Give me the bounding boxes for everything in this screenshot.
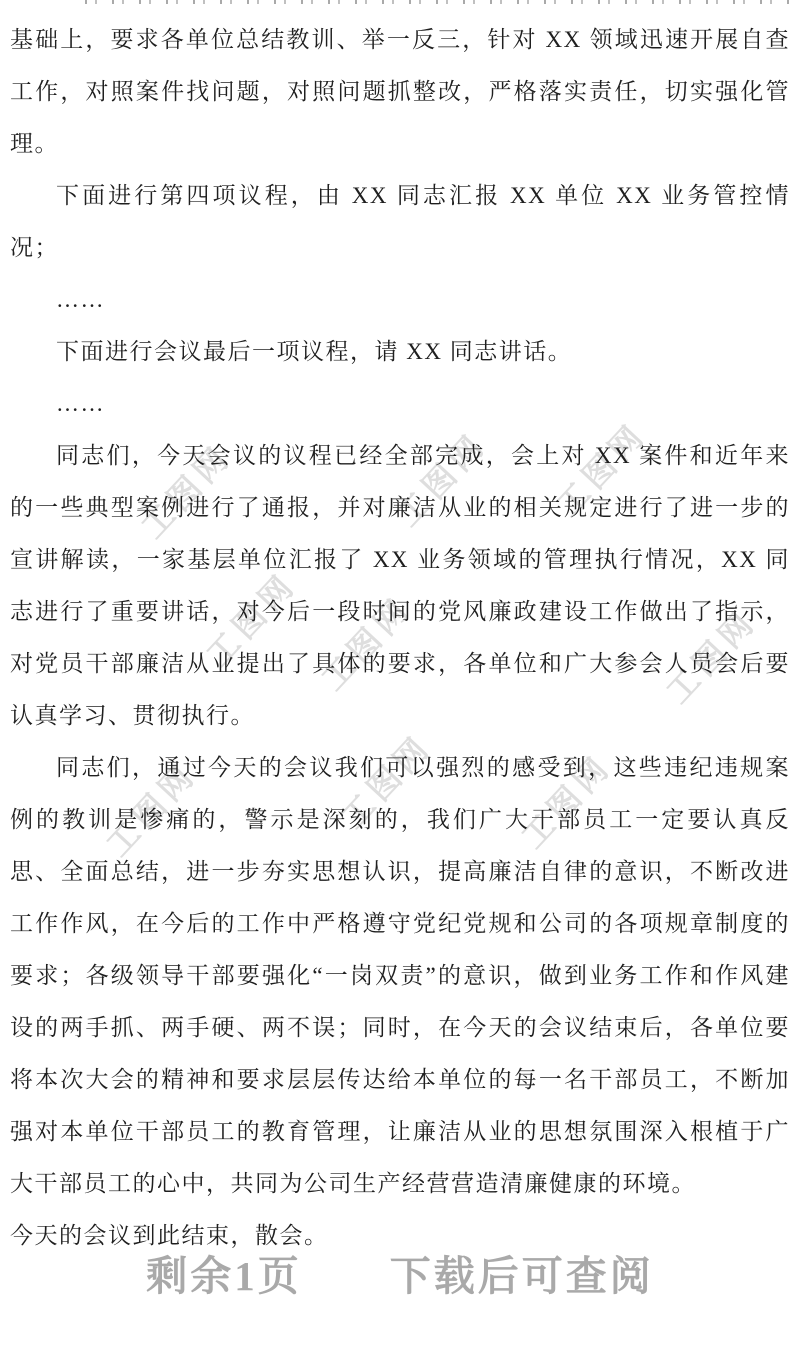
watermark-text: 工图网 bbox=[514, 747, 619, 856]
cropped-previous-line bbox=[85, 0, 795, 4]
watermark-text: 工图网 bbox=[134, 437, 239, 546]
paragraph: 下面进行会议最后一项议程，请 XX 同志讲话。 bbox=[56, 339, 573, 364]
document-content bbox=[10, 14, 790, 1262]
ellipsis-line: …… bbox=[56, 287, 105, 312]
paragraph: 同志们，今天会议的议程已经全部完成，会上对 XX 案件和近年来的一些典型案例进行了通报，并对廉洁从业的相关规定进行了进一步的宣讲解读，一家基层单位汇报了 XX 业务领域的管理执行情况，XX 同志进行了重要讲话，对今后一段时间的党风廉政建设工作做出了指示，对党员干部廉洁从业提出了具体的要求，各单位和广大参会人员会后要认真学习、贯彻执行。 bbox=[10, 443, 790, 728]
ellipsis-line: …… bbox=[56, 391, 105, 416]
watermark-text: 工图网 bbox=[314, 589, 419, 698]
watermark-text: 工图网 bbox=[199, 565, 304, 674]
watermark-text: 工图网 bbox=[549, 415, 654, 524]
paragraph: 今天的会议到此结束，散会。 bbox=[10, 1223, 329, 1248]
watermark-text: 工图网 bbox=[659, 602, 764, 711]
watermark-text: 工图网 bbox=[334, 727, 439, 836]
watermark-text: 工图网 bbox=[389, 425, 494, 534]
watermark-text: 工图网 bbox=[99, 755, 204, 864]
remaining-pages-banner: 剩余1页 下载后可查阅 bbox=[146, 1253, 654, 1299]
paragraph: 下面进行第四项议程，由 XX 同志汇报 XX 单位 XX 业务管控情况； bbox=[10, 183, 790, 260]
paragraph: 同志们，通过今天的会议我们可以强烈的感受到，这些违纪违规案例的教训是惨痛的，警示是深刻的，我们广大干部员工一定要认真反思、全面总结，进一步夯实思想认识，提高廉洁自律的意识，不断改进工作作风，在今后的工作中严格遵守党纪党规和公司的各项规章制度的要求；各级领导干部要强化“一岗双责”的意识，做到业务工作和作风建设的两手抓、两手硬、两不误；同时，在今天的会议结束后，各单位要将本次大会的精神和要求层层传达给本单位的每一名干部员工，不断加强对本单位干部员工的教育管理，让廉洁从业的思想氛围深入根植于广大干部员工的心中，共同为公司生产经营营造清廉健康的环境。 bbox=[10, 755, 790, 1196]
paragraph: 基础上，要求各单位总结教训、举一反三，针对 XX 领域迅速开展自查工作，对照案件找问题，对照问题抓整改，严格落实责任，切实强化管理。 bbox=[10, 27, 790, 156]
